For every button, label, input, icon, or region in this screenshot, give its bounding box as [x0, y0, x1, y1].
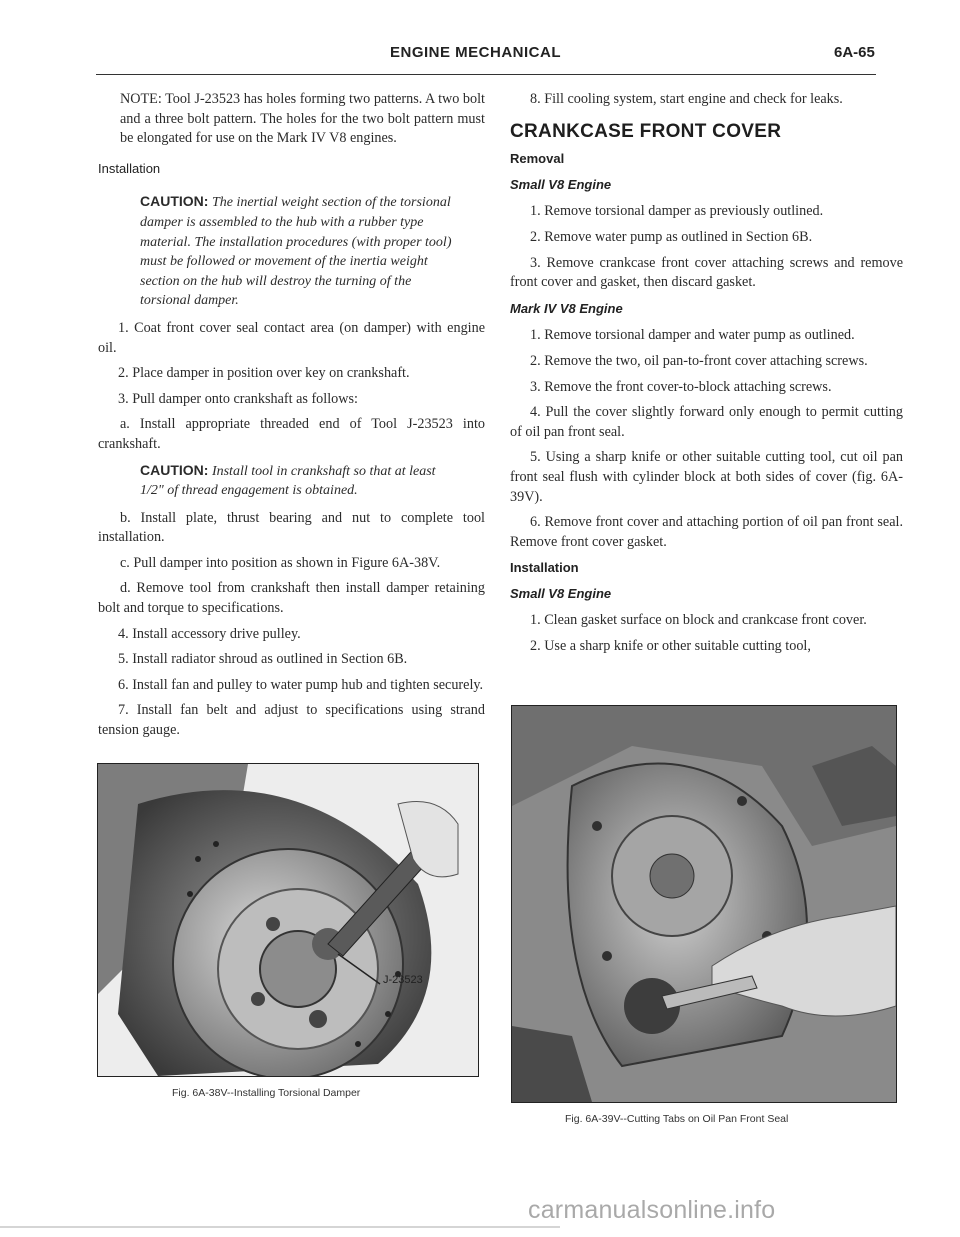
header-rule: [96, 74, 876, 75]
removal-small-step-3: 3. Remove crankcase front cover attaching screws and remove front cover and gasket, then discard gasket.: [510, 254, 903, 291]
caution-label: CAUTION:: [140, 193, 209, 210]
removal-mark-step-1: 1. Remove torsional damper and water pump as outlined.: [530, 327, 855, 344]
page-number: 6A-65: [834, 44, 875, 61]
page-header-title: ENGINE MECHANICAL: [390, 44, 562, 61]
step-3d: d. Remove tool from crankshaft then install damper retaining bolt and torque to specifications.: [98, 580, 485, 617]
caution-label-2: CAUTION:: [140, 461, 209, 478]
installation-small-step-2: 2. Use a sharp knife or other suitable cutting tool,: [530, 638, 811, 655]
step-4: 4. Install accessory drive pulley.: [118, 625, 301, 642]
installation-small-step-1: 1. Clean gasket surface on block and crankcase front cover.: [530, 612, 867, 629]
figure-caption-left: Fig. 6A-38V--Installing Torsional Damper: [172, 1087, 361, 1099]
removal-mark-step-4: 4. Pull the cover slightly forward only enough to permit cutting of oil pan front seal.: [510, 404, 903, 440]
removal-mark-step-3: 3. Remove the front cover-to-block attaching screws.: [530, 378, 832, 395]
bottom-rule: [0, 1226, 560, 1228]
removal-mark-step-2: 2. Remove the two, oil pan-to-front cover attaching screws.: [530, 352, 868, 369]
caution-text-2: Install tool in crankshaft so that at least 1/2" of thread engagement is obtained.: [140, 463, 436, 499]
left-column: [98, 90, 485, 747]
front-cover-photo: [512, 706, 896, 1102]
step-6: 6. Install fan and pulley to water pump hub and tighten securely.: [118, 676, 484, 693]
installation-heading: Installation: [98, 160, 161, 176]
step-5: 5. Install radiator shroud as outlined in Section 6B.: [118, 651, 408, 668]
step-3: 3. Pull damper onto crankshaft as follows:: [118, 390, 358, 407]
removal-mark-step-6: 6. Remove front cover and attaching portion of oil pan front seal. Remove front cover gasket.: [510, 514, 903, 550]
caution-block: [140, 192, 455, 311]
section-title: CRANKCASE FRONT COVER: [510, 120, 782, 142]
step-3a: a. Install appropriate threaded end of Tool J-23523 into crankshaft.: [98, 416, 485, 452]
watermark-text: carmanualsonline.info: [528, 1196, 776, 1224]
step-3c: c. Pull damper into position as shown in Figure 6A-38V.: [120, 554, 441, 571]
small-v8-heading: Small V8 Engine: [510, 176, 612, 192]
step-2: 2. Place damper in position over key on crankshaft.: [118, 365, 410, 382]
caution-text: The inertial weight section of the torsional damper is assembled to the hub with a rubber type material. The installation procedures (with proper tool) must be followed or movement of the inertia weight section on the hub will destroy the turning of the torsional damper.: [140, 195, 452, 309]
removal-small-step-2: 2. Remove water pump as outlined in Section 6B.: [530, 228, 813, 245]
removal-heading: Removal: [510, 151, 565, 167]
step-3b: b. Install plate, thrust bearing and nut to complete tool installation.: [98, 509, 485, 546]
small-v8-heading-2: Small V8 Engine: [510, 585, 612, 601]
step-1: 1. Coat front cover seal contact area (on damper) with engine oil.: [98, 319, 485, 356]
right-column: [510, 90, 903, 663]
mark-iv-heading: Mark IV V8 Engine: [510, 300, 623, 316]
damper-photo: [98, 764, 478, 1076]
tool-label: J-23523: [383, 974, 423, 986]
note-paragraph: NOTE: Tool J-23523 has holes forming two patterns. A two bolt and a three bolt pattern. The holes for the two bolt pattern must be elongated for use on the Mark IV V8 engines.: [120, 91, 485, 147]
removal-small-step-1: 1. Remove torsional damper as previously outlined.: [530, 203, 824, 220]
caution-block-2: [140, 461, 455, 501]
figure-front-cover: [511, 705, 897, 1103]
figure-torsional-damper: [97, 763, 479, 1077]
step-7: 7. Install fan belt and adjust to specifications using strand tension gauge.: [98, 702, 485, 739]
removal-mark-step-5: 5. Using a sharp knife or other suitable cutting tool, cut oil pan front seal flush with cylinder block at both sides of cover (fig. 6A-39V).: [510, 449, 903, 505]
figure-caption-right: Fig. 6A-39V--Cutting Tabs on Oil Pan Front Seal: [565, 1113, 789, 1125]
step-8: 8. Fill cooling system, start engine and check for leaks.: [530, 91, 843, 107]
installation-heading-2: Installation: [510, 560, 579, 576]
